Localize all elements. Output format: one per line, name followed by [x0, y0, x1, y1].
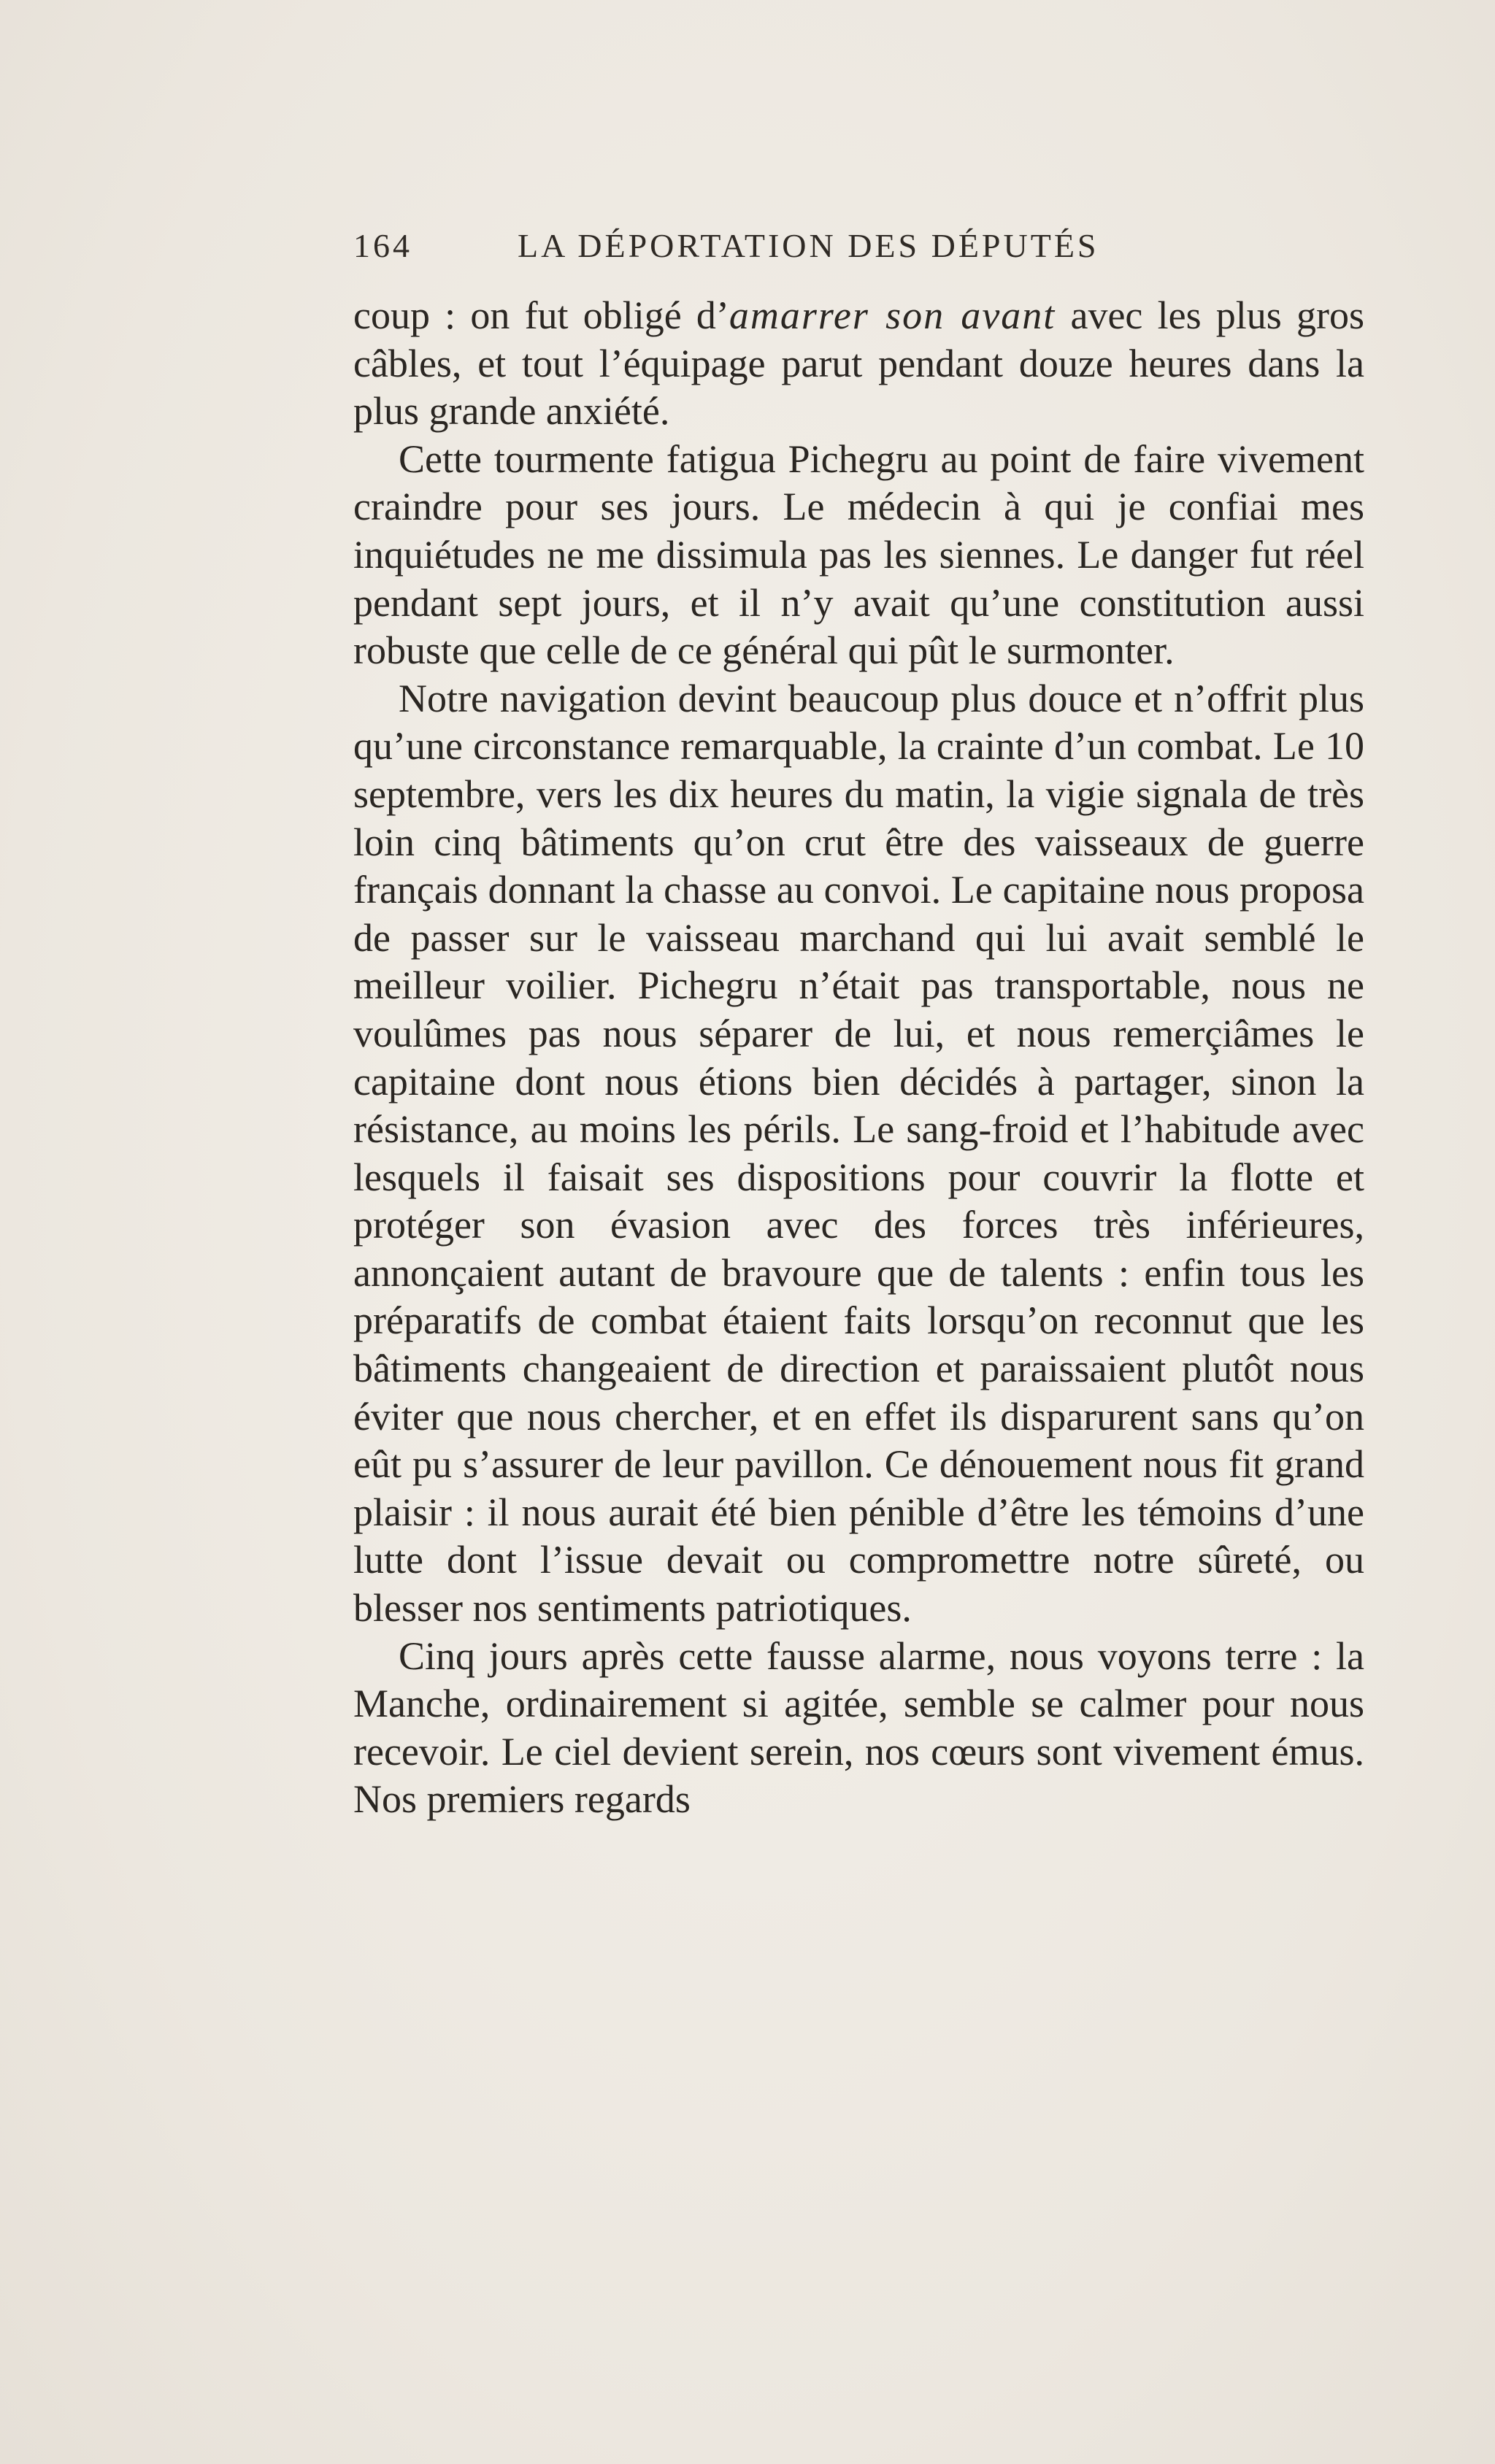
paragraph-4: Cinq jours après cette fausse alarme, nous voyons terre : la Manche, ordinairement si agitée, semble se calmer pour nous recevoir. Le ciel devient serein, nos cœurs sont vivement émus. Nos premiers regards	[353, 1633, 1364, 1822]
paragraph-1	[353, 292, 1364, 436]
paragraph-1-text-after: avec les plus gros câbles, et tout l’équipage parut pendant douze heures dans la plus grande anxiété.	[353, 293, 1364, 434]
paragraph-1-text-before: coup : on fut obligé d’	[353, 293, 729, 337]
body-text	[353, 292, 1364, 1824]
page-number: 164	[353, 227, 412, 264]
paragraph-1-italic-phrase: amarrer son avant	[729, 293, 1056, 337]
running-title: LA DÉPORTATION DES DÉPUTÉS	[518, 227, 1099, 264]
paragraph-2: Cette tourmente fatigua Pichegru au point de faire vivement craindre pour ses jours. Le médecin à qui je confiai mes inquiétudes ne me dissimula pas les siennes. Le danger fut réel pendant sept jours, et il n’y avait qu’une constitution aussi robuste que celle de ce général qui pût le surmonter.	[353, 436, 1364, 673]
paragraph-3: Notre navigation devint beaucoup plus douce et n’offrit plus qu’une circonstance remarquable, la crainte d’un combat. Le 10 septembre, vers les dix heures du matin, la vigie signala de très loin cinq bâtiments qu’on crut être des vaisseaux de guerre français donnant la chasse au convoi. Le capitaine nous proposa de passer sur le vaisseau marchand qui lui avait semblé le meilleur voilier. Pichegru n’était pas transportable, nous ne voulûmes pas nous séparer de lui, et nous remerçiâmes le capitaine dont nous étions bien décidés à partager, sinon la résistance, au moins les périls. Le sang-froid et l’habitude avec lesquels il faisait ses dispositions pour couvrir la flotte et protéger son évasion avec des forces très inférieures, annonçaient autant de bravoure que de talents : enfin tous les préparatifs de combat étaient faits lorsqu’on reconnut que les bâtiments changeaient de direction et paraissaient plutôt nous éviter que nous chercher, et en effet ils disparurent sans qu’on eût pu s’assurer de leur pavillon. Ce dénouement nous fit grand plaisir : il nous aurait été bien pénible d’être les témoins d’une lutte dont l’issue devait ou compromettre notre sûreté, ou blesser nos sentiments patriotiques.	[353, 676, 1364, 1631]
running-header	[353, 226, 1200, 277]
